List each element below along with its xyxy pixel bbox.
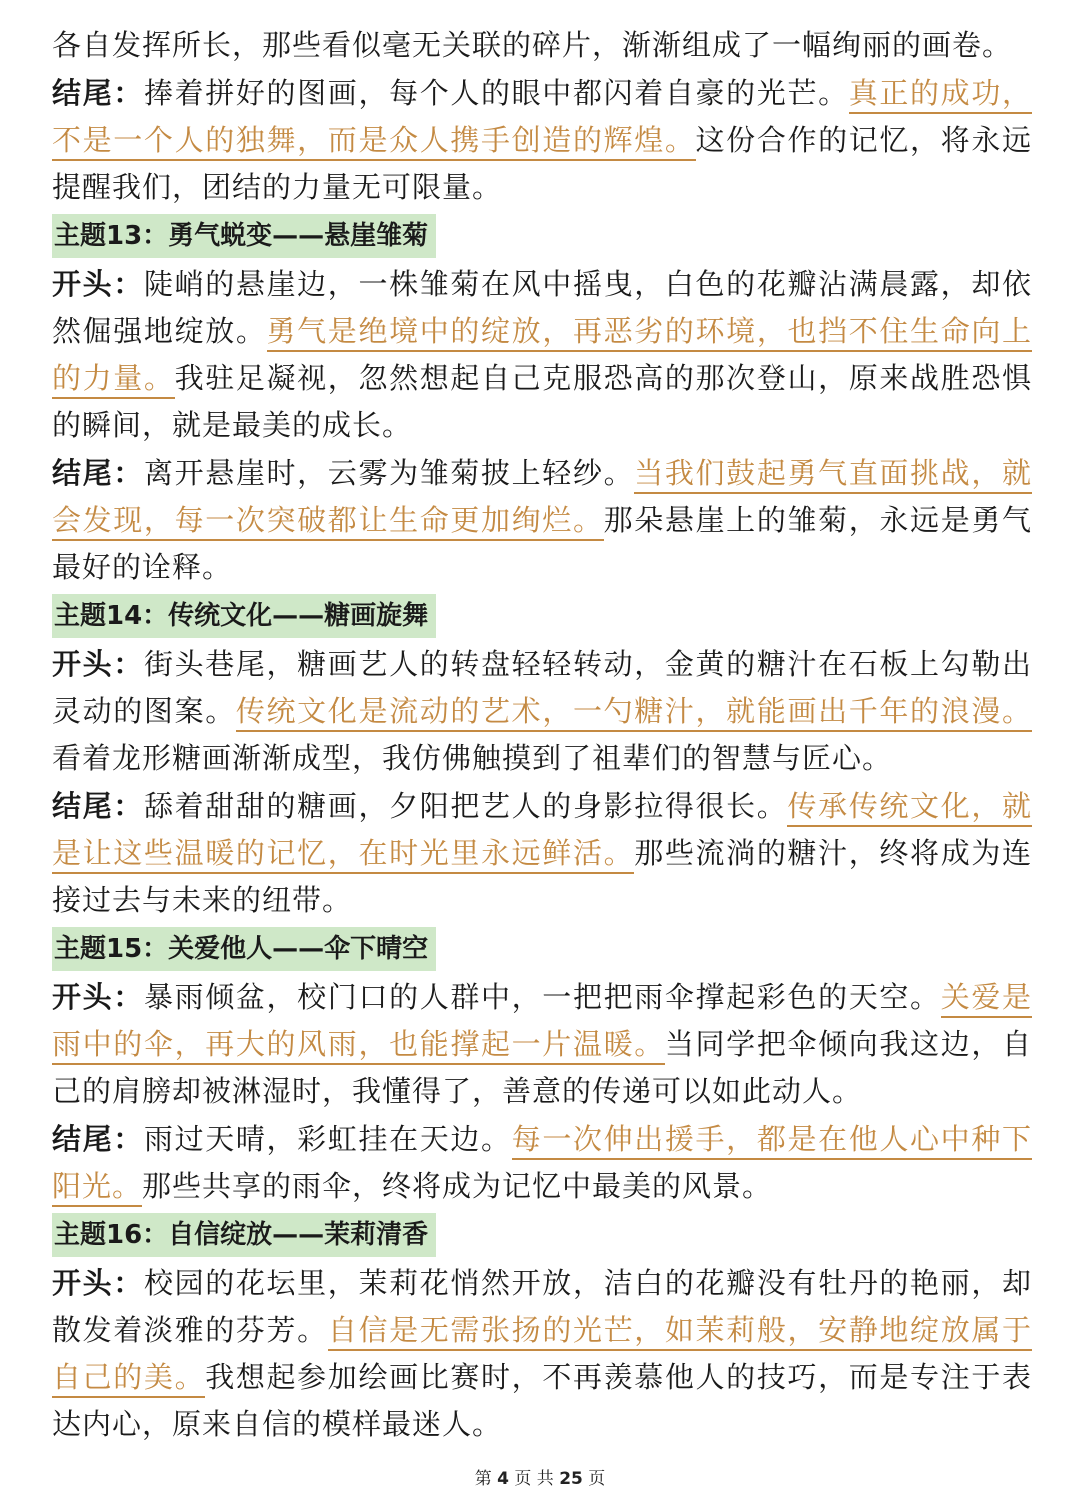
- paragraph-label: 结尾：: [52, 1122, 144, 1156]
- paragraph-label: 开头：: [52, 647, 144, 681]
- theme-heading: 主题13：勇气蜕变——悬崖雏菊: [52, 214, 436, 258]
- paragraph: [52, 1116, 1032, 1210]
- paragraph-label: 开头：: [52, 1266, 144, 1300]
- text-segment: 捧着拼好的图画，每个人的眼中都闪着自豪的光芒。: [143, 76, 849, 110]
- current-page-number: 4: [497, 1469, 509, 1489]
- paragraph: [52, 783, 1032, 924]
- paragraph: [52, 261, 1032, 449]
- paragraph-label: 结尾：: [52, 76, 144, 110]
- highlighted-sentence: 真正的成功，不是一个人的独舞，而是众人携手创造的辉煌。: [52, 76, 1032, 161]
- highlighted-sentence: 勇气是绝境中的绽放，再恶劣的环境，也挡不住生命向上的力量。: [52, 314, 1032, 399]
- paragraph-label: 开头：: [52, 267, 144, 301]
- theme-heading: 主题14：传统文化——糖画旋舞: [52, 594, 436, 638]
- paragraph: [52, 641, 1032, 782]
- footer-middle: 页 共: [514, 1469, 554, 1489]
- text-segment: 各自发挥所长，那些看似毫无关联的碎片，渐渐组成了一幅绚丽的画卷。: [52, 28, 1013, 62]
- paragraph: [52, 974, 1032, 1115]
- text-segment: 雨过天晴，彩虹挂在天边。: [143, 1122, 512, 1156]
- text-segment: 舔着甜甜的糖画，夕阳把艺人的身影拉得很长。: [143, 789, 788, 823]
- paragraph-label: 开头：: [52, 980, 144, 1014]
- text-segment: 我想起参加绘画比赛时，不再羡慕他人的技巧，而是专注于表达内心，原来自信的模样最迷人。: [52, 1360, 1032, 1441]
- paragraph-label: 结尾：: [52, 456, 144, 490]
- highlighted-sentence: 自信是无需张扬的光芒，如茉莉般，安静地绽放属于自己的美。: [52, 1313, 1032, 1398]
- document-body: [52, 22, 1032, 1449]
- paragraph: [52, 1260, 1032, 1448]
- text-segment: 当同学把伞倾向我这边，自己的肩膀却被淋湿时，我懂得了，善意的传递可以如此动人。: [52, 1027, 1032, 1108]
- highlighted-sentence: 关爱是雨中的伞，再大的风雨，也能撑起一片温暖。: [52, 980, 1032, 1065]
- total-page-count: 25: [559, 1469, 583, 1489]
- text-segment: 那些共享的雨伞，终将成为记忆中最美的风景。: [142, 1169, 773, 1203]
- page-footer: [0, 1464, 1080, 1489]
- paragraph-label: 结尾：: [52, 789, 144, 823]
- paragraph: [52, 22, 1032, 69]
- theme-heading: 主题15：关爱他人——伞下晴空: [52, 927, 436, 971]
- highlighted-sentence: 每一次伸出援手，都是在他人心中种下阳光。: [52, 1122, 1032, 1207]
- text-segment: 我驻足凝视，忽然想起自己克服恐高的那次登山，原来战胜恐惧的瞬间，就是最美的成长。: [52, 361, 1032, 442]
- text-segment: 离开悬崖时，云雾为雏菊披上轻纱。: [143, 456, 635, 490]
- footer-prefix: 第: [474, 1469, 492, 1489]
- highlighted-sentence: 当我们鼓起勇气直面挑战，就会发现，每一次突破都让生命更加绚烂。: [52, 456, 1032, 541]
- theme-heading: 主题16：自信绽放——茉莉清香: [52, 1213, 436, 1257]
- highlighted-sentence: 传承传统文化，就是让这些温暖的记忆，在时光里永远鲜活。: [52, 789, 1032, 874]
- footer-suffix: 页: [588, 1469, 606, 1489]
- text-segment: 校园的花坛里，茉莉花悄然开放，洁白的花瓣没有牡丹的艳丽，却散发着淡雅的芬芳。: [52, 1266, 1032, 1347]
- text-segment: 那朵悬崖上的雏菊，永远是勇气最好的诠释。: [52, 503, 1032, 584]
- text-segment: 陡峭的悬崖边，一株雏菊在风中摇曳，白色的花瓣沾满晨露，却依然倔强地绽放。: [52, 267, 1032, 348]
- text-segment: 看着龙形糖画渐渐成型，我仿佛触摸到了祖辈们的智慧与匠心。: [52, 741, 893, 775]
- paragraph: [52, 450, 1032, 591]
- paragraph: [52, 70, 1032, 211]
- highlighted-sentence: 传统文化是流动的艺术，一勺糖汁，就能画出千年的浪漫。: [236, 694, 1032, 732]
- text-segment: 这份合作的记忆，将永远提醒我们，团结的力量无可限量。: [52, 123, 1032, 204]
- text-segment: 街头巷尾，糖画艺人的转盘轻轻转动，金黄的糖汁在石板上勾勒出灵动的图案。: [52, 647, 1032, 728]
- text-segment: 那些流淌的糖汁，终将成为连接过去与未来的纽带。: [52, 836, 1032, 917]
- text-segment: 暴雨倾盆，校门口的人群中，一把把雨伞撑起彩色的天空。: [143, 980, 941, 1014]
